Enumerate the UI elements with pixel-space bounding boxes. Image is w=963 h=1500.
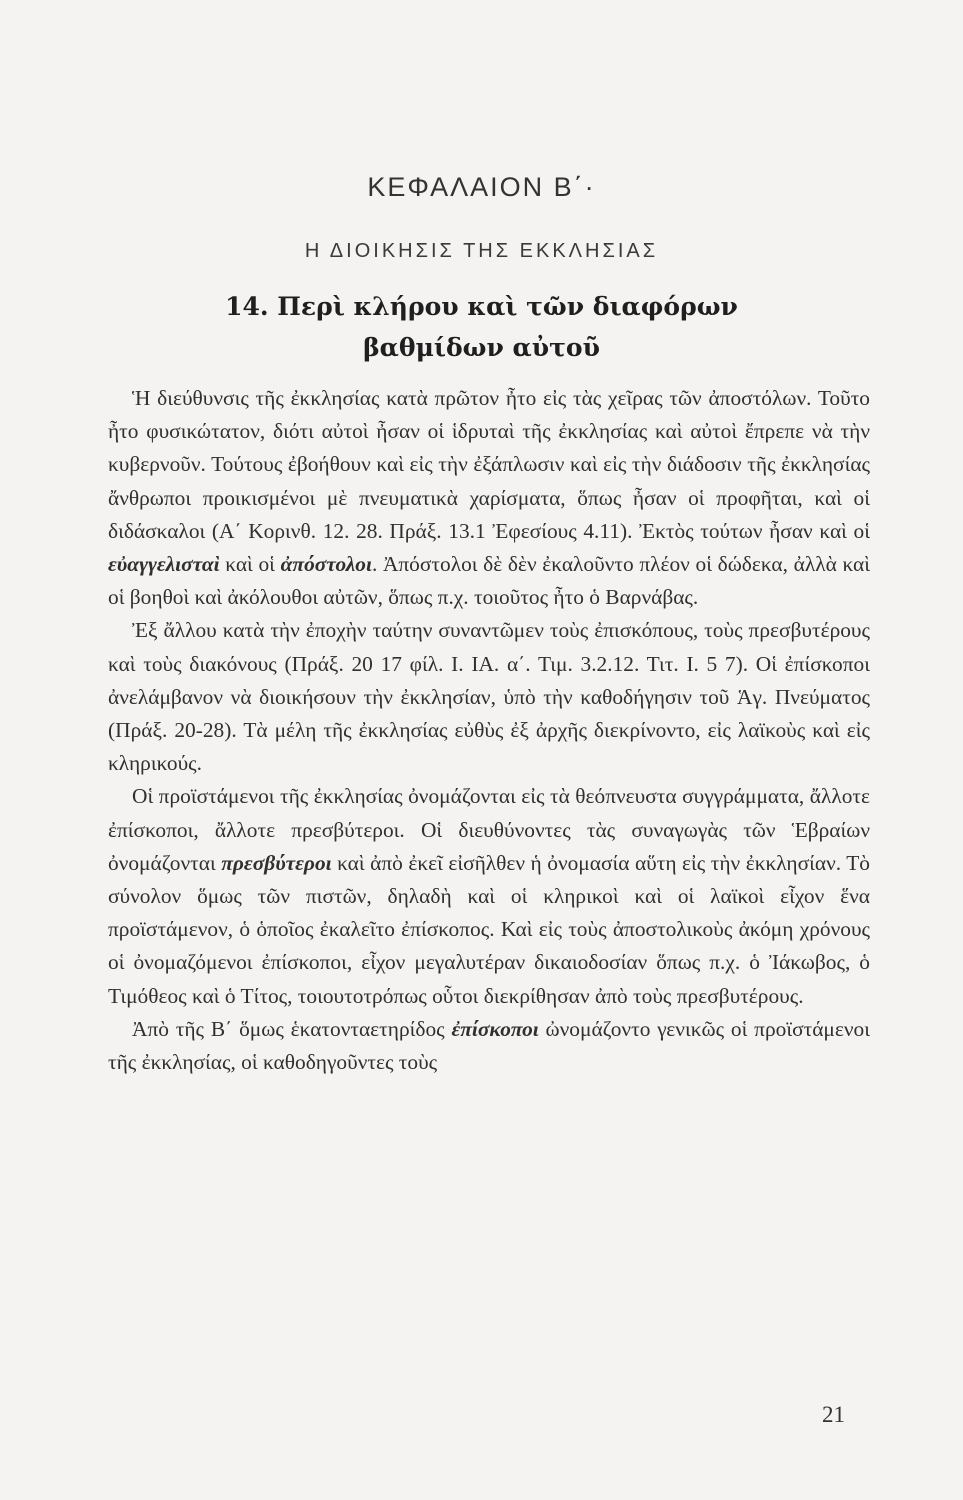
paragraph-4-text-a: Ἀπὸ τῆς Β΄ ὅμως ἑκατονταετηρίδος <box>132 1016 452 1041</box>
paragraph-1 <box>108 382 870 614</box>
paragraph-3 <box>108 780 870 1012</box>
paragraph-1-text-b: καὶ οἱ <box>219 552 281 577</box>
paragraph-1-text-c: . Ἀπόστολοι δὲ δὲν ἐκαλοῦντο πλέον οἱ δώδεκα, ἀλλὰ καὶ οἱ βοηθοὶ καὶ ἀκόλουθοι αὐτῶν, ὅπως π.χ. τοιοῦτος ἦτο ὁ Βαρνάβας. <box>108 552 870 610</box>
section-title-line-2: βαθμίδων αὐτοῦ <box>363 333 600 362</box>
page-number: 21 <box>822 1402 845 1427</box>
emphasis-apostles: ἀπόστολοι <box>280 552 372 577</box>
paragraph-3-text-b: καὶ ἀπὸ ἐκεῖ εἰσῆλθεν ἡ ὀνομασία αὕτη εἰς τὴν ἐκκλησίαν. Τὸ σύνολον ὅμως τῶν πιστῶν, δηλαδὴ καὶ οἱ κληρικοὶ καὶ οἱ λαϊκοὶ εἶχον ἕνα προϊστάμενον, ὁ ὁποῖος ἐκαλεῖτο ἐπίσκοπος. Καὶ εἰς τοὺς ἀποστολικοὺς ἀκόμη χρόνους οἱ ὀνομαζόμενοι ἐπίσκοποι, εἶχον μεγαλυτέραν δικαιοδοσίαν ὅπως π.χ. ὁ Ἰάκωβος, ὁ Τιμόθεος καὶ ὁ Τίτος, τοιουτοτρόπως οὗτοι διεκρίθησαν ἀπὸ τοὺς πρεσβυτέρους. <box>108 850 871 1008</box>
paragraph-4 <box>108 1013 870 1079</box>
body-text <box>108 382 870 1079</box>
emphasis-evangelists: εὐαγγελισταὶ <box>108 552 220 577</box>
paragraph-4-text-b: ὠνομάζοντο γενικῶς οἱ προϊστάμενοι τῆς ἐκκλησίας, οἱ καθοδηγοῦντες τοὺς <box>108 1016 870 1075</box>
paragraph-3-text-a: Οἱ προϊστάμενοι τῆς ἐκκλησίας ὀνομάζονται εἰς τὰ θεόπνευστα συγγράμματα, ἄλλοτε ἐπίσκοποι, ἄλλοτε πρεσβύτεροι. Οἱ διευθύνοντες τὰς συναγωγὰς τῶν Ἑβραίων ὀνομάζονται <box>108 784 870 875</box>
section-title-line-1: 14. Περὶ κλήρου καὶ τῶν διαφόρων <box>225 292 738 321</box>
paragraph-1-text-a: Ἡ διεύθυνσις τῆς ἐκκλησίας κατὰ πρῶτον ἦτο εἰς τὰς χεῖρας τῶν ἀποστόλων. Τοῦτο ἦτο φυσικώτατον, διότι αὐτοὶ ἦσαν οἱ ἱδρυταὶ τῆς ἐκκλησίας καὶ αὐτοὶ ἔπρεπε νὰ τὴν κυβερνοῦν. Τούτους ἐβοήθουν καὶ εἰς τὴν ἐξάπλωσιν καὶ εἰς τὴν διάδοσιν τῆς ἐκκλησίας ἄνθρωποι προικισμένοι μὲ πνευματικὰ χαρίσματα, ὅπως ἦσαν οἱ προφῆται, καὶ οἱ διδάσκαλοι (Α΄ Κορινθ. 12. 28. Πράξ. 13.1 Ἐφεσίους 4.11). Ἐκτὸς τούτων ἦσαν καὶ οἱ <box>108 386 870 543</box>
chapter-title: ΚΕΦΑΛΑΙΟΝ Β΄· <box>367 172 596 202</box>
chapter-subtitle: Η ΔΙΟΙΚΗΣΙΣ ΤΗΣ ΕΚΚΛΗΣΙΑΣ <box>304 240 659 262</box>
emphasis-bishops: ἐπίσκοποι <box>451 1016 539 1041</box>
emphasis-presbyters: πρεσβύτεροι <box>221 850 332 875</box>
paragraph-2: Ἐξ ἄλλου κατὰ τὴν ἐποχὴν ταύτην συναντῶμεν τοὺς ἐπισκόπους, τοὺς πρεσβυτέρους καὶ τοὺς διακόνους (Πράξ. 20 17 φίλ. Ι. ΙΑ. α΄. Τιμ. 3.2.12. Τιτ. Ι. 5 7). Οἱ ἐπίσκοποι ἀνελάμβανον νὰ διοικήσουν τὴν ἐκκλησίαν, ὑπὸ τὴν καθοδήγησιν τοῦ Ἁγ. Πνεύματος (Πράξ. 20-28). Τὰ μέλη τῆς ἐκκλησίας εὐθὺς ἐξ ἀρχῆς διεκρίνοντο, εἰς λαϊκοὺς καὶ εἰς κληρικούς. <box>108 618 870 776</box>
